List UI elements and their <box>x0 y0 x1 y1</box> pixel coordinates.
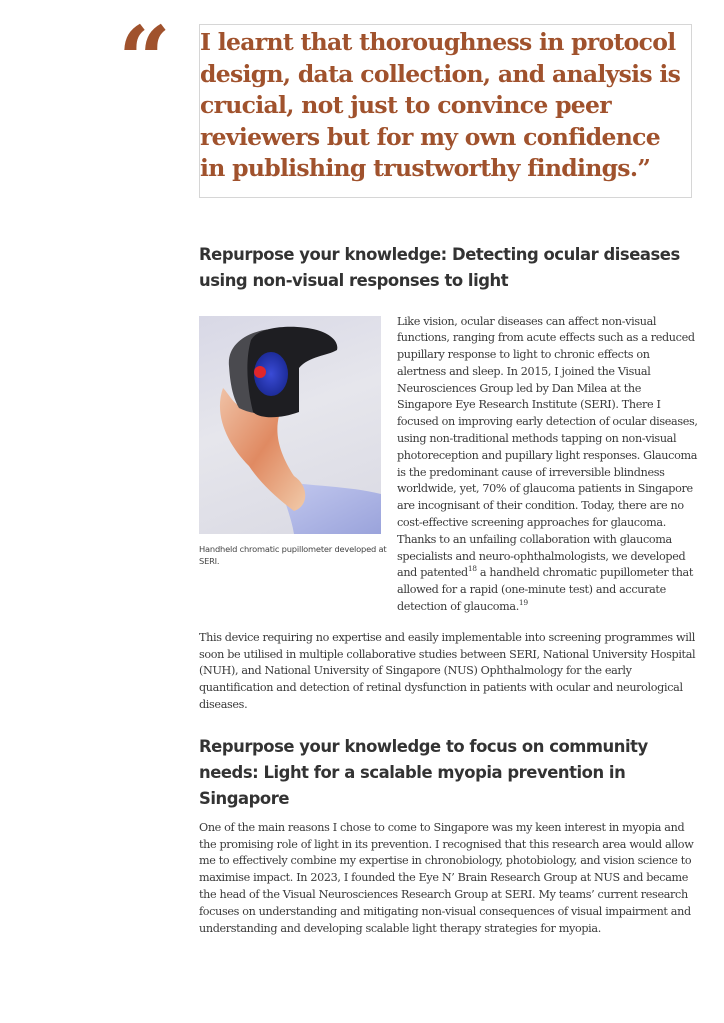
section-1-figure-and-text <box>199 316 699 616</box>
paragraph-text-part-2: a handheld chromatic pupillometer that allowed for a rapid (one-minute test) and accurate detection of glaucoma. <box>397 566 694 614</box>
handheld-pupillometer-image <box>199 316 381 534</box>
figure-caption: Handheld chromatic pupillometer developed at SERI. <box>199 543 387 566</box>
paragraph-text <box>397 314 699 616</box>
paragraph-text-part-1: Like vision, ocular diseases can affect non-visual functions, ranging from acute effects such as a reduced pupillary response to light to chronic effects on alertness and sleep. In 2015, I joined the Visual Neurosciences Group led by Dan Milea at the Singapore Eye Research Institute (SERI). There I focused on improving early detection of ocular diseases, using non-traditional methods tapping on non-visual photoreception and pupillary light responses. Glaucoma is the predominant cause of irreversible blindness worldwide, yet, 70% of glaucoma patients in Singapore are incognisant of their condition. Today, there are no cost-effective screening approaches for glaucoma. Thanks to an unfailing collaboration with glaucoma specialists and neuro-ophthalmologists, we developed and patented <box>397 314 698 580</box>
device-red-light <box>254 366 266 378</box>
figure-column <box>199 316 389 567</box>
pupillometer-illustration <box>199 316 381 534</box>
section-1-paragraph-2: This device requiring no expertise and easily implementable into screening programmes will soon be utilised in multiple collaborative studies between SERI, National University Hospital (NUH), and National University of Singapore (NUS) Ophthalmology for the early quantification and detection of retinal dysfunction in patients with ocular and neurological diseases. <box>199 630 696 712</box>
pull-quote-box <box>199 24 692 198</box>
pull-quote-text: I learnt that thoroughness in protocol design, data collection, and analysis is crucial, not just to convince peer reviewers but for my own confidence in publishing trustworthy findings.” <box>200 28 681 182</box>
citation-18[interactable]: 18 <box>467 564 477 574</box>
article-content <box>199 242 699 938</box>
section-1-paragraph-1 <box>397 314 699 616</box>
section-heading-myopia-prevention: Repurpose your knowledge to focus on community needs: Light for a scalable myopia prevention in Singapore <box>199 736 648 808</box>
quotation-mark-icon: “ <box>118 6 171 114</box>
section-heading-ocular-diseases: Repurpose your knowledge: Detecting ocular diseases using non-visual responses to light <box>199 244 680 290</box>
section-2-paragraph-1: One of the main reasons I chose to come to Singapore was my keen interest in myopia and the promising role of light in its prevention. I recognised that this research area would allow me to effectively combine my expertise in chronobiology, photobiology, and vision science to maximise impact. In 2023, I founded the Eye N’ Brain Research Group at NUS and became the head of the Visual Neurosciences Research Group at SERI. My teams’ current research focuses on understanding and mitigating non-visual consequences of visual impairment and understanding and developing scalable light therapy strategies for myopia. <box>199 820 694 935</box>
pull-quote <box>118 6 692 198</box>
citation-19[interactable]: 19 <box>518 598 528 608</box>
